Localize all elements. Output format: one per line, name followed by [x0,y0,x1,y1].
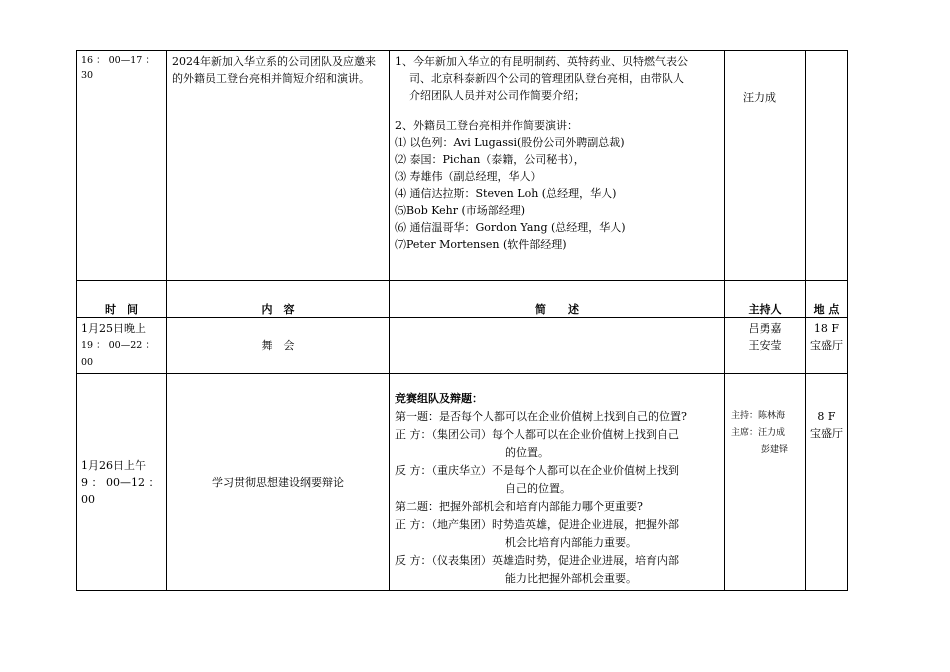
desc-line: 反 方：（重庆华立）不是每个人都可以在企业价值树上找到 [395,464,679,477]
table-row [77,374,848,591]
description-cell [390,374,725,591]
host-text: 吕勇嘉 [748,322,782,335]
time-text: 1月26日上午 [81,458,146,472]
time-cell [77,51,167,281]
desc-line: 介绍团队人员并对公司作简要介绍； [409,89,585,102]
desc-line: 第二题：把握外部机会和培育内部能力哪个更重要? [395,500,643,513]
content-text: 2024年新加入华立系的公司团队及应邀来的外籍员工登台亮相并简短介绍和演讲。 [172,55,376,85]
venue-cell [806,318,848,374]
header-venue: 地 点 [806,281,848,318]
content-cell [167,51,390,281]
desc-line: 的位置。 [505,446,549,459]
venue-text: 18 F [813,322,840,335]
venue-text: 宝盛厅 [810,427,843,440]
content-text: 舞 会 [261,339,295,352]
time-text: 9 ： 00—12 ： [81,475,160,489]
time-text: 00 [81,357,94,368]
header-host: 主持人 [725,281,806,318]
header-time: 时 间 [77,281,167,318]
host-text: 王安莹 [748,339,782,352]
desc-line: 自己的位置。 [505,482,571,495]
desc-line: 2、外籍员工登台亮相并作简要演讲： [395,119,578,132]
header-description: 简 述 [390,281,725,318]
list-item: ⑸Bob Kehr (市场部经理) [395,204,526,217]
header-content: 内 容 [167,281,390,318]
header-row [77,281,848,318]
time-text: 00 [81,492,95,506]
desc-line: 正 方：（集团公司）每个人都可以在企业价值树上找到自己 [395,428,679,441]
table-row [77,318,848,374]
schedule-table [76,50,848,591]
time-cell [77,374,167,591]
table-row [77,51,848,281]
description-cell [390,51,725,281]
host-cell [725,318,806,374]
desc-title: 竞赛组队及辩题： [395,392,483,405]
desc-line: 机会比培育内部能力重要。 [505,536,637,549]
venue-text: 8 F [817,410,836,423]
desc-line: 司、北京科泰新四个公司的管理团队登台亮相，由带队人 [409,72,684,85]
content-cell [167,374,390,591]
host-cell [725,374,806,591]
venue-text: 宝盛厅 [810,339,843,352]
time-cell [77,318,167,374]
desc-line: 1、今年新加入华立的有昆明制药、英特药业、贝特燃气表公 [395,55,688,68]
host-cell [725,51,806,281]
list-item: ⑷ 通信达拉斯：Steven Loh (总经理，华人) [395,187,617,200]
host-text: 主持：陈林海 [731,411,786,421]
list-item: ⑵ 泰国：Pichan（泰籍，公司秘书）， [395,153,585,166]
list-item: ⑺Peter Mortensen (软件部经理) [395,238,567,251]
desc-line: 能力比把握外部机会重要。 [505,572,637,585]
content-text: 学习贯彻思想建设纲要辩论 [212,475,344,489]
list-item: ⑴ 以色列：Avi Lugassi(股份公司外聘副总裁) [395,136,625,149]
list-item: ⑶ 寿雄伟（副总经理，华人） [395,170,542,183]
desc-line: 反 方：（仪表集团）英雄造时势，促进企业进展，培育内部 [395,554,679,567]
desc-line: 第一题：是否每个人都可以在企业价值树上找到自己的位置? [395,410,687,423]
content-cell [167,318,390,374]
host-text: 主席：汪力成 [731,428,786,438]
venue-cell [806,374,848,591]
time-text: 1月25日晚上 [81,322,146,335]
desc-line: 正 方：（地产集团）时势造英雄，促进企业进展，把握外部 [395,518,679,531]
venue-cell [806,51,848,281]
description-cell [390,318,725,374]
host-text: 汪力成 [743,91,776,104]
host-text: 彭建铎 [761,445,789,455]
time-text: 16 ： 00—17 ： 30 [81,55,155,81]
time-text: 19 ： 00—22 ： [81,340,155,351]
list-item: ⑹ 通信温哥华：Gordon Yang (总经理，华人) [395,221,626,234]
